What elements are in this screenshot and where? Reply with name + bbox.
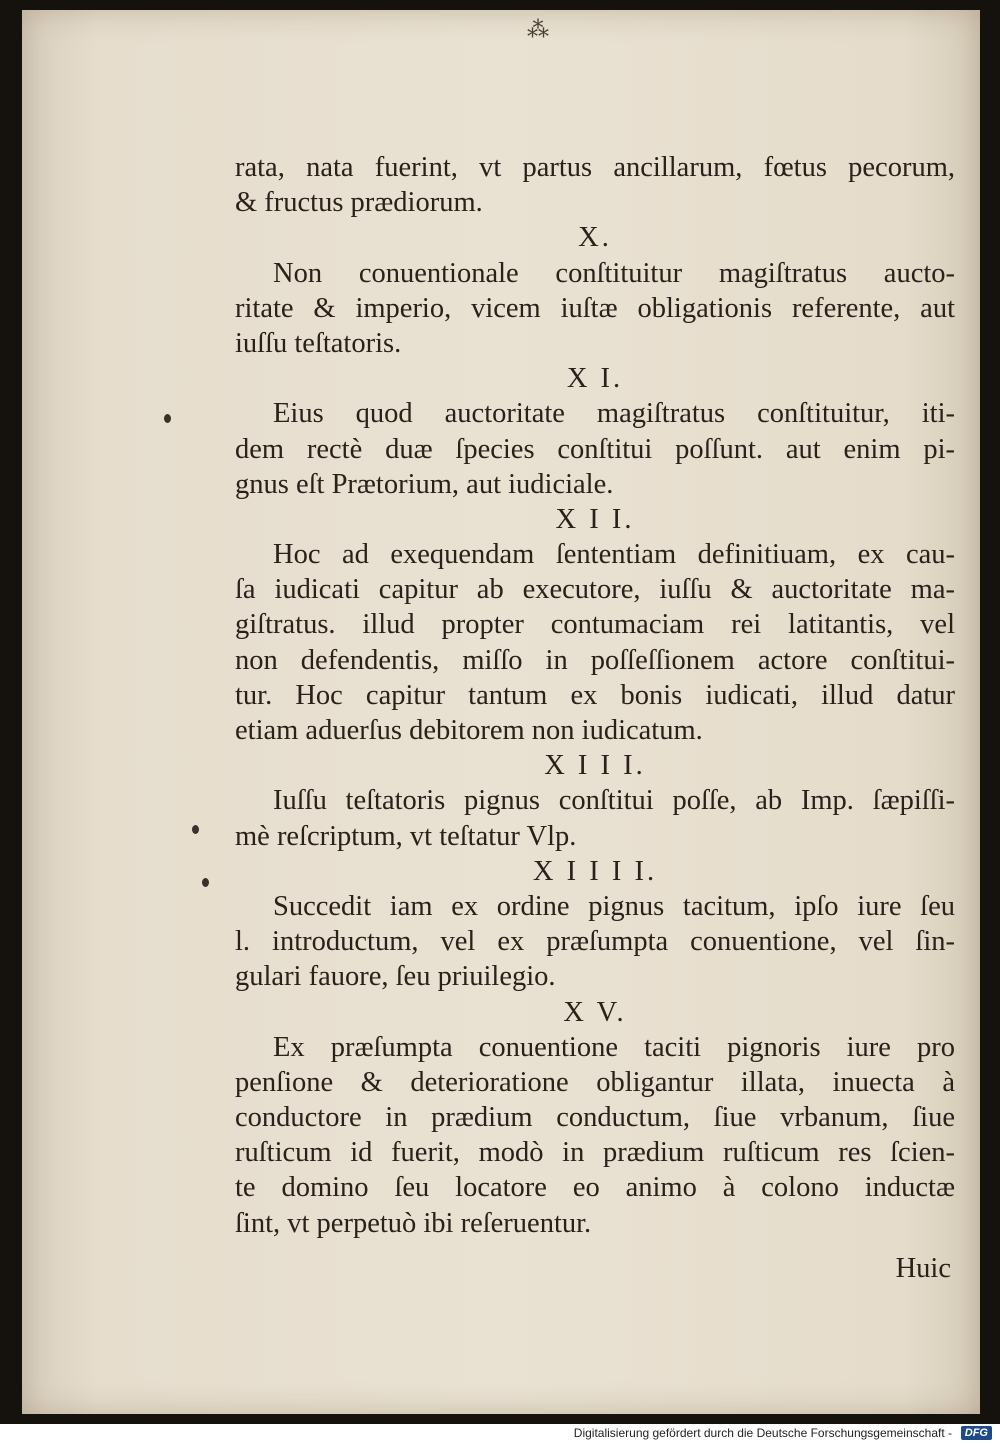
section-heading: X V. [563,996,627,1028]
text-line: ſa iudicati capitur ab executore, iuſſu & auctoritate ma- [235,574,955,606]
text-line: ruſticum id fuerit, modò in prædium ruſticum res ſcien- [235,1137,955,1169]
section-heading: X I I I I. [532,855,658,887]
text-line: dem rectè duæ ſpecies conſtitui poſſunt. aut enim pi- [235,433,955,465]
section-heading: X. [578,222,612,254]
ink-spot [192,825,199,834]
text-line: gnus eſt Prætorium, aut iudiciale. [235,468,614,500]
text-line: Iuſſu teſtatoris pignus conſtitui poſſe, ab Imp. ſæpiſſi- [273,785,955,817]
section-heading: X I. [566,363,624,395]
text-line: Eius quod auctoritate magiſtratus conſtituitur, iti- [273,398,955,430]
text-line: Ex præſumpta conuentione taciti pignoris iure pro [273,1031,955,1063]
page-text [235,150,955,1289]
text-line: conductore in prædium conductum, ſiue vrbanum, ſiue [235,1102,955,1134]
text-line: giſtratus. illud propter contumaciam rei latitantis, vel [235,609,955,641]
text-line: tur. Hoc capitur tantum ex bonis iudicati, illud datur [235,679,955,711]
catchword: Huic [895,1252,951,1284]
text-line: Succedit iam ex ordine pignus tacitum, ipſo iure ſeu [273,890,955,922]
text-line: gulari fauore, ſeu priuilegio. [235,961,556,993]
text-line: te domino ſeu locatore eo animo à colono inductæ [235,1172,955,1204]
credit-text: Digitalisierung gefördert durch die Deutsche Forschungsgemeinschaft - [573,1426,952,1440]
text-line: Non conuentionale conſtituitur magiſtratus aucto- [273,257,955,289]
text-line: rata, nata fuerint, vt partus ancillarum, fœtus pecorum, [235,152,955,183]
ink-spot [164,414,171,423]
text-line: penſione & deterioratione obligantur illata, inuecta à [235,1066,955,1098]
section-heading: X I I I. [544,750,646,782]
text-line: non defendentis, miſſo in poſſeſſionem actore conſtitui- [235,644,955,676]
text-line: mè reſcriptum, vt teſtatur Vlp. [235,820,577,852]
text-line: iuſſu teſtatoris. [235,327,402,359]
ink-spot [202,878,209,887]
text-line: etiam aduerſus debitorem non iudicatum. [235,715,703,746]
text-line: ritate & imperio, vicem iuſtæ obligationis referente, aut [235,292,955,324]
text-line: Hoc ad exequendam ſententiam definitiuam, ex cau- [273,539,955,571]
text-line: ſint, vt perpetuò ibi reſeruentur. [235,1207,592,1239]
page-mark: ⁂ [527,18,549,43]
digitization-credit [574,1426,952,1440]
text-line: & fructus prædiorum. [235,187,483,219]
text-line: l. introductum, vel ex præſumpta conuentione, vel ſin- [235,926,955,958]
section-heading: X I I. [555,503,635,535]
dfg-logo: DFG [961,1426,992,1440]
